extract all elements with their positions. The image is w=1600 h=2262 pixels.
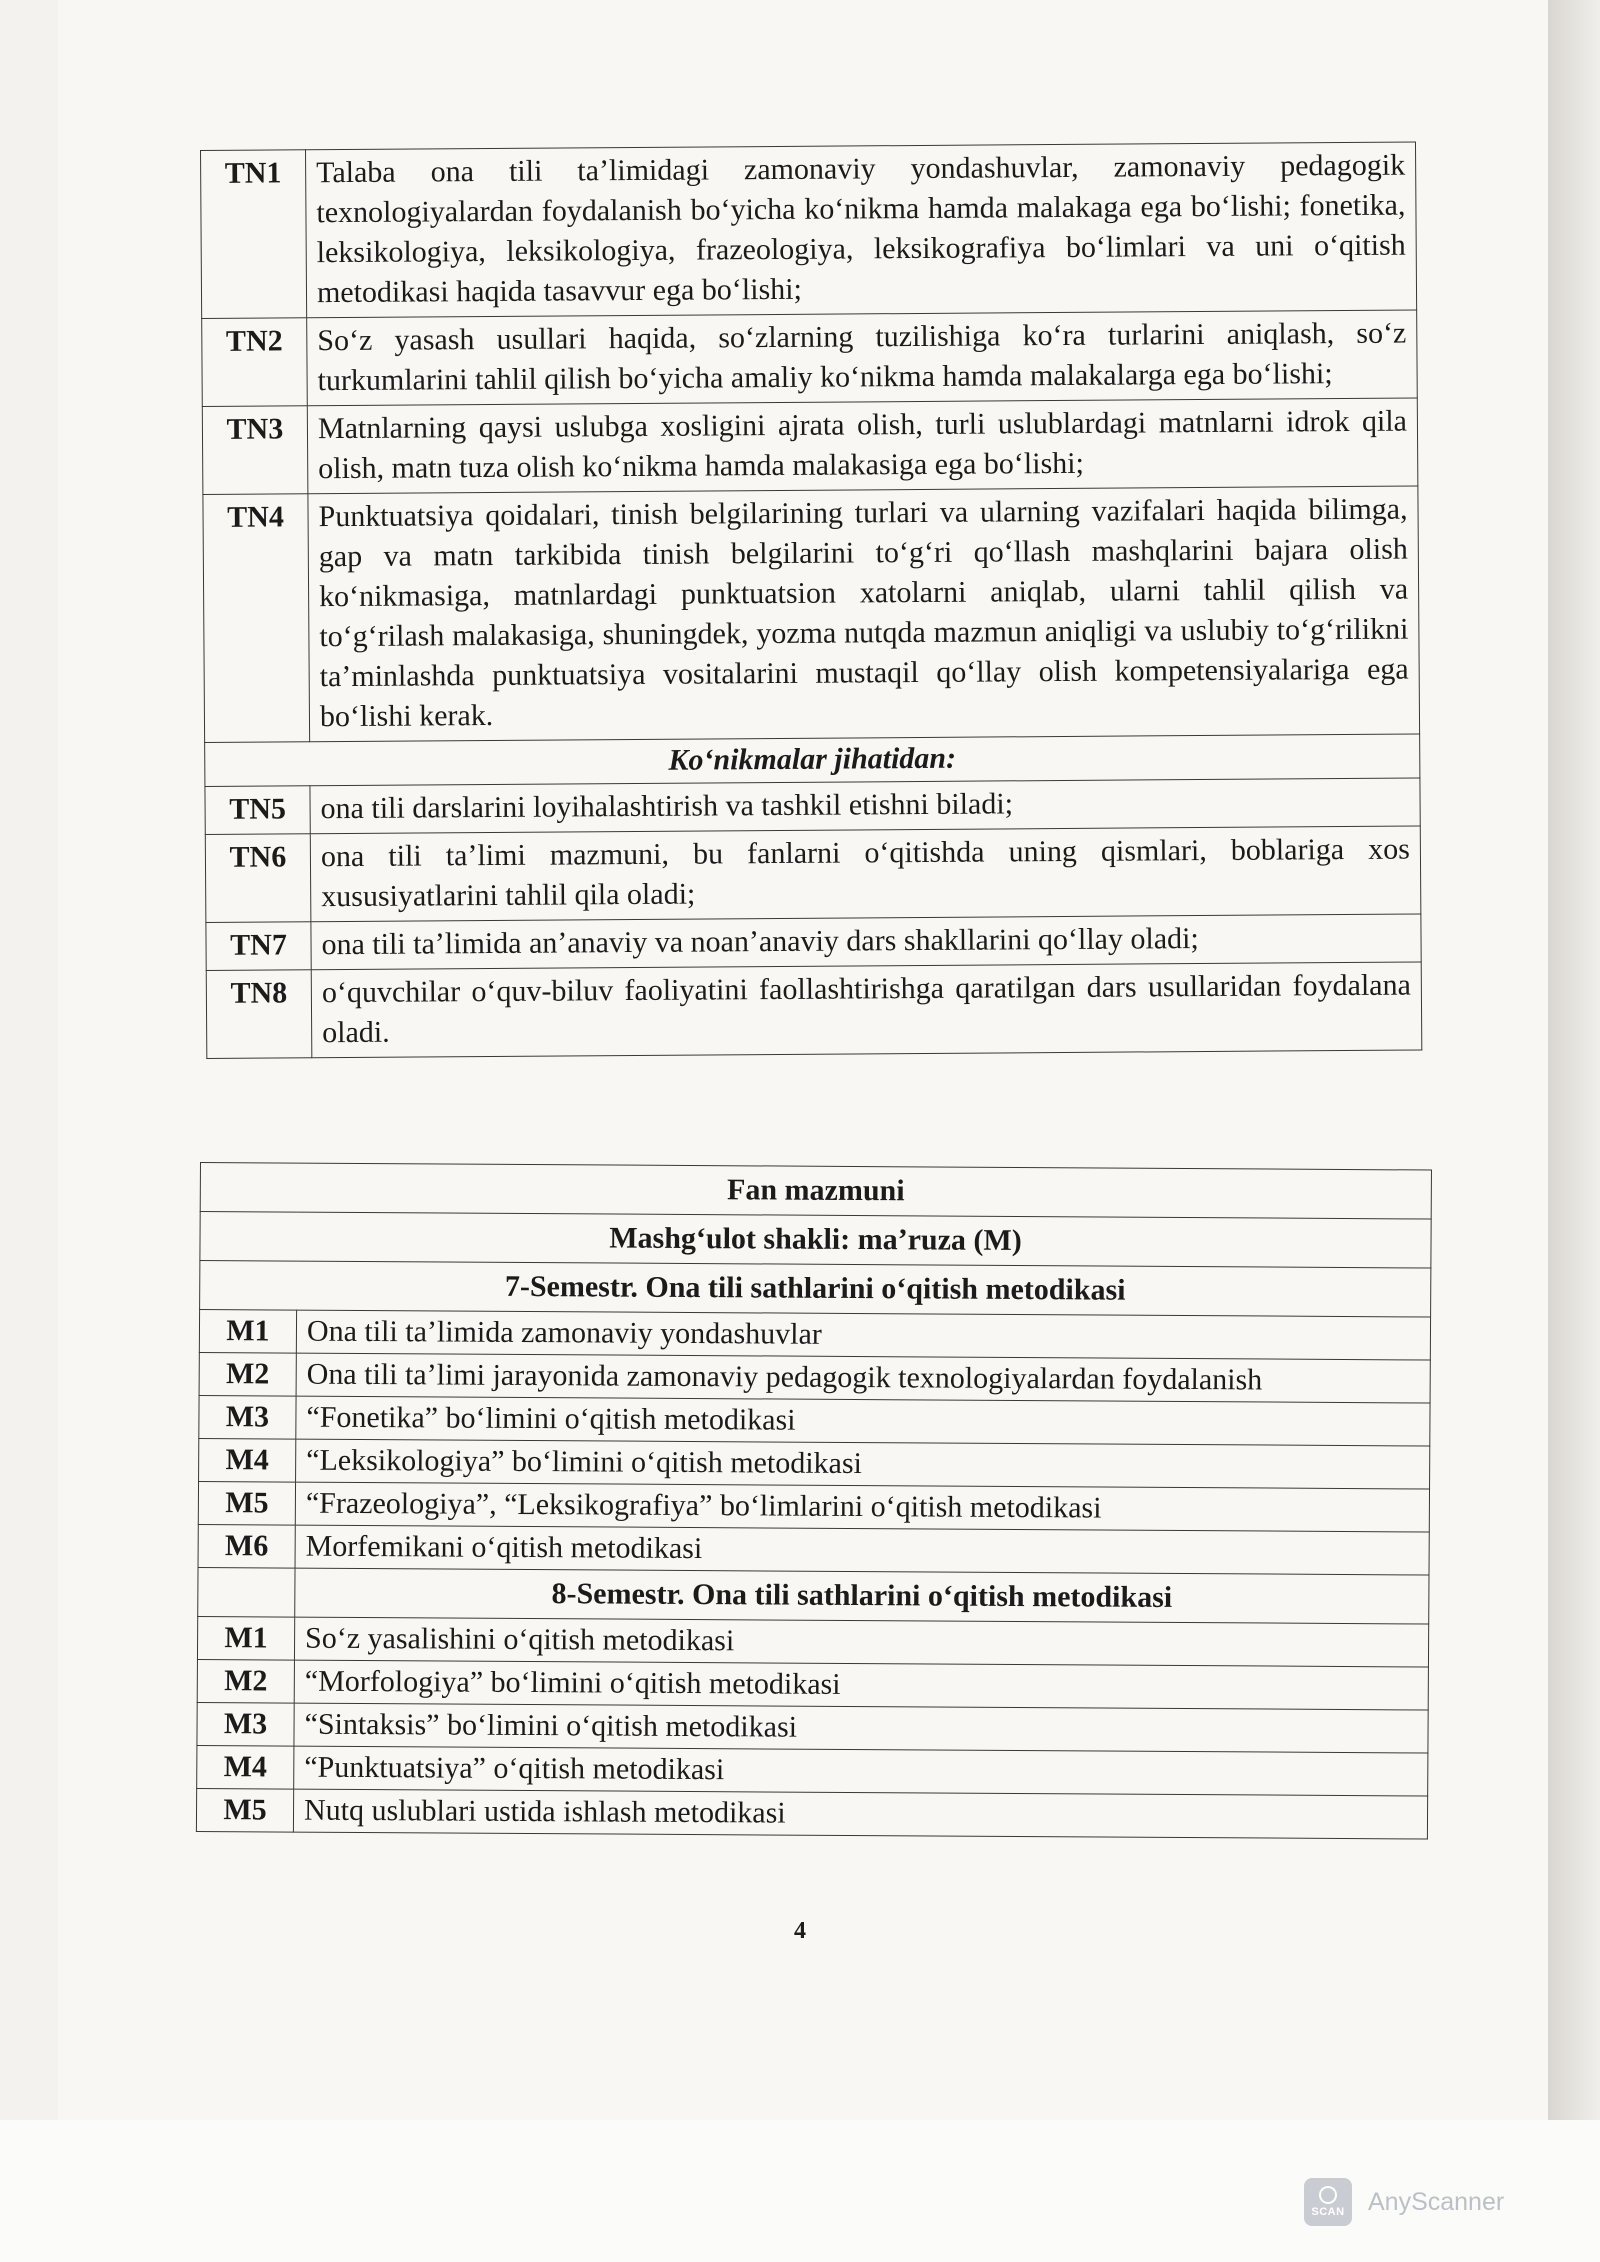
semester-8-heading: 8-Semestr. Ona tili sathlarini o‘qitish metodikasi xyxy=(295,1568,1429,1624)
lecture-topic: “Morfologiya” bo‘limini o‘qitish metodikasi xyxy=(294,1660,1428,1710)
skill-code: TN8 xyxy=(206,970,312,1059)
lecture-topic: “Sintaksis” bo‘limini o‘qitish metodikasi xyxy=(294,1703,1428,1753)
lecture-code: M1 xyxy=(197,1616,294,1660)
table-row xyxy=(196,1788,1427,1839)
table-row xyxy=(197,1702,1428,1753)
competency-code: TN2 xyxy=(202,318,308,407)
competency-code: TN1 xyxy=(201,150,307,319)
skill-text: o‘quvchilar o‘quv-biluv faoliyatini faollashtirishga qaratilgan dars usullaridan foydalana oladi. xyxy=(311,962,1422,1058)
lecture-code: M2 xyxy=(197,1659,294,1703)
table-row xyxy=(198,1481,1429,1532)
lecture-topic: Ona tili ta’limida zamonaviy yondashuvlar xyxy=(296,1310,1430,1360)
table-row xyxy=(199,1310,1430,1361)
competency-text: Talaba ona tili ta’limidagi zamonaviy yondashuvlar, zamonaviy pedagogik texnologiyalardan foydalanish bo‘yicha ko‘nikma hamda malakaga ega bo‘lishi; fonetika, leksikologiya, leksikologiya, frazeologiya, leksikografiya bo‘limlari va uni o‘qitish metodikasi haqida tasavvur ega bo‘lishi; xyxy=(306,142,1417,318)
table-row xyxy=(205,826,1421,922)
lecture-topic: Nutq uslublari ustida ishlash metodikasi xyxy=(293,1789,1427,1839)
page-number: 4 xyxy=(794,1918,806,1944)
lesson-form-heading: Mashg‘ulot shakli: ma’ruza (M) xyxy=(200,1212,1431,1269)
lecture-code: M5 xyxy=(198,1481,295,1525)
course-content-table xyxy=(196,1162,1432,1840)
empty-code-cell xyxy=(198,1567,295,1617)
table-row xyxy=(200,1163,1431,1220)
skill-text: ona tili ta’limi mazmuni, bu fanlarni o‘qitishda uning qismlari, boblariga xos xususiyatlarini tahlil qila oladi; xyxy=(310,826,1421,922)
table-row xyxy=(198,1524,1429,1575)
lecture-code: M2 xyxy=(199,1352,296,1396)
lecture-code: M1 xyxy=(199,1310,296,1354)
table-row xyxy=(200,1212,1431,1269)
scanner-logo-icon xyxy=(1304,2178,1352,2226)
competency-code: TN4 xyxy=(203,494,310,743)
content-title: Fan mazmuni xyxy=(200,1163,1431,1220)
competency-code: TN3 xyxy=(202,406,308,495)
table-row xyxy=(202,310,1418,406)
table-row xyxy=(200,1261,1431,1318)
skill-text: ona tili ta’limida an’anaviy va noan’anaviy dars shakllarini qo‘llay oladi; xyxy=(311,914,1421,970)
lecture-topic: “Frazeologiya”, “Leksikografiya” bo‘limlarini o‘qitish metodikasi xyxy=(295,1482,1429,1532)
competencies-table xyxy=(200,142,1422,1059)
table-row xyxy=(197,1659,1428,1710)
scanner-logo-text: SCAN xyxy=(1311,2206,1345,2218)
lecture-topic: “Punktuatsiya” o‘qitish metodikasi xyxy=(294,1746,1428,1796)
lecture-topic: Ona tili ta’limi jarayonida zamonaviy pedagogik texnologiyalardan foydalanish xyxy=(296,1353,1430,1403)
lecture-topic: “Leksikologiya” bo‘limini o‘qitish metodikasi xyxy=(296,1439,1430,1489)
skill-code: TN6 xyxy=(205,834,311,923)
table-row xyxy=(199,1352,1430,1403)
lecture-code: M5 xyxy=(196,1788,293,1832)
table-row xyxy=(198,1567,1429,1624)
competency-text: So‘z yasash usullari haqida, so‘zlarning tuzilishiga ko‘ra turlarini aniqlash, so‘z turkumlarini tahlil qilish bo‘yicha amaliy ko‘nikma hamda malakalarga ega bo‘lishi; xyxy=(307,310,1418,406)
table-row xyxy=(201,142,1417,318)
lecture-code: M4 xyxy=(197,1745,294,1789)
lecture-topic: “Fonetika” bo‘limini o‘qitish metodikasi xyxy=(296,1396,1430,1446)
table-row xyxy=(203,486,1420,742)
skill-text: ona tili darslarini loyihalashtirish va tashkil etishni biladi; xyxy=(310,778,1420,834)
table-row xyxy=(206,914,1421,970)
lecture-code: M3 xyxy=(199,1395,296,1439)
table-row xyxy=(197,1616,1428,1667)
lecture-code: M4 xyxy=(199,1438,296,1482)
table-row xyxy=(199,1438,1430,1489)
semester-7-heading: 7-Semestr. Ona tili sathlarini o‘qitish metodikasi xyxy=(200,1261,1431,1318)
lecture-code: M3 xyxy=(197,1702,294,1746)
lecture-code: M6 xyxy=(198,1524,295,1568)
table-row xyxy=(205,778,1420,834)
scanner-watermark xyxy=(1304,2178,1504,2226)
table-row xyxy=(197,1745,1428,1796)
table-row xyxy=(202,398,1418,494)
page-edge-shadow xyxy=(1548,0,1600,2120)
skills-heading: Ko‘nikmalar jihatidan: xyxy=(205,734,1420,786)
competency-text: Punktuatsiya qoidalari, tinish belgilarining turlari va ularning vazifalari haqida bilimga, gap va matn tarkibida tinish belgilarini to‘g‘ri qo‘llash mashqlarini bajara olish ko‘nikmasiga, matnlardagi punktuatsion xatolarni aniqlab, ularni tahlil qilish va to‘g‘rilash malakasiga, shuningdek, yozma nutqda mazmun aniqligi va uslubiy to‘g‘rilikni ta’minlashda punktuatsiya vositalarini mustaqil qo‘llay olish kompetensiyalariga ega bo‘lishi kerak. xyxy=(308,486,1420,742)
lecture-topic: Morfemikani o‘qitish metodikasi xyxy=(295,1525,1429,1575)
lecture-topic: So‘z yasalishini o‘qitish metodikasi xyxy=(294,1617,1428,1667)
camera-lens-icon xyxy=(1319,2186,1337,2204)
skill-code: TN5 xyxy=(205,786,310,835)
skill-code: TN7 xyxy=(206,922,311,971)
scanner-app-name: AnyScanner xyxy=(1368,2187,1505,2216)
table-row xyxy=(206,962,1422,1058)
competency-text: Matnlarning qaysi uslubga xosligini ajrata olish, turli uslublardagi matnlarni idrok qila olish, matn tuza olish ko‘nikma hamda malakasiga ega bo‘lishi; xyxy=(307,398,1418,494)
table-row xyxy=(199,1395,1430,1446)
